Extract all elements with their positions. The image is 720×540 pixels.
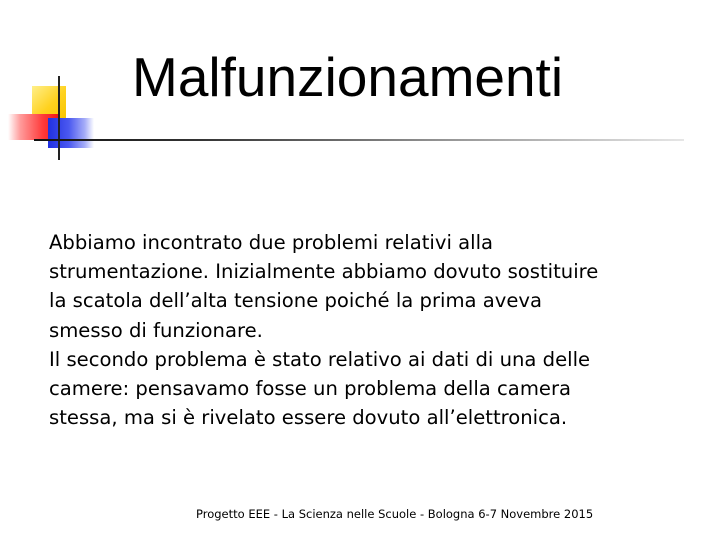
logo-vertical-line: [58, 76, 60, 160]
title-divider: [34, 139, 684, 141]
slide-body: [49, 228, 699, 432]
decorative-squares-logo: [0, 0, 110, 170]
body-line: Il secondo problema è stato relativo ai dati di una delle: [49, 347, 591, 371]
body-line: stessa, ma si è rivelato essere dovuto all’elettronica.: [49, 406, 568, 430]
body-line: Abbiamo incontrato due problemi relativi alla: [49, 231, 494, 254]
logo-blue-square: [48, 118, 94, 148]
slide-title: Malfunzionamenti: [132, 46, 564, 108]
body-line: camere: pensavamo fosse un problema della camera: [49, 377, 572, 401]
body-line: strumentazione. Inizialmente abbiamo dovuto sostituire: [49, 260, 599, 284]
body-line: smesso di funzionare.: [49, 318, 263, 342]
body-line: la scatola dell’alta tensione poiché la prima aveva: [49, 289, 543, 313]
slide-footer: Progetto EEE - La Scienza nelle Scuole - Bologna 6-7 Novembre 2015: [196, 507, 594, 521]
